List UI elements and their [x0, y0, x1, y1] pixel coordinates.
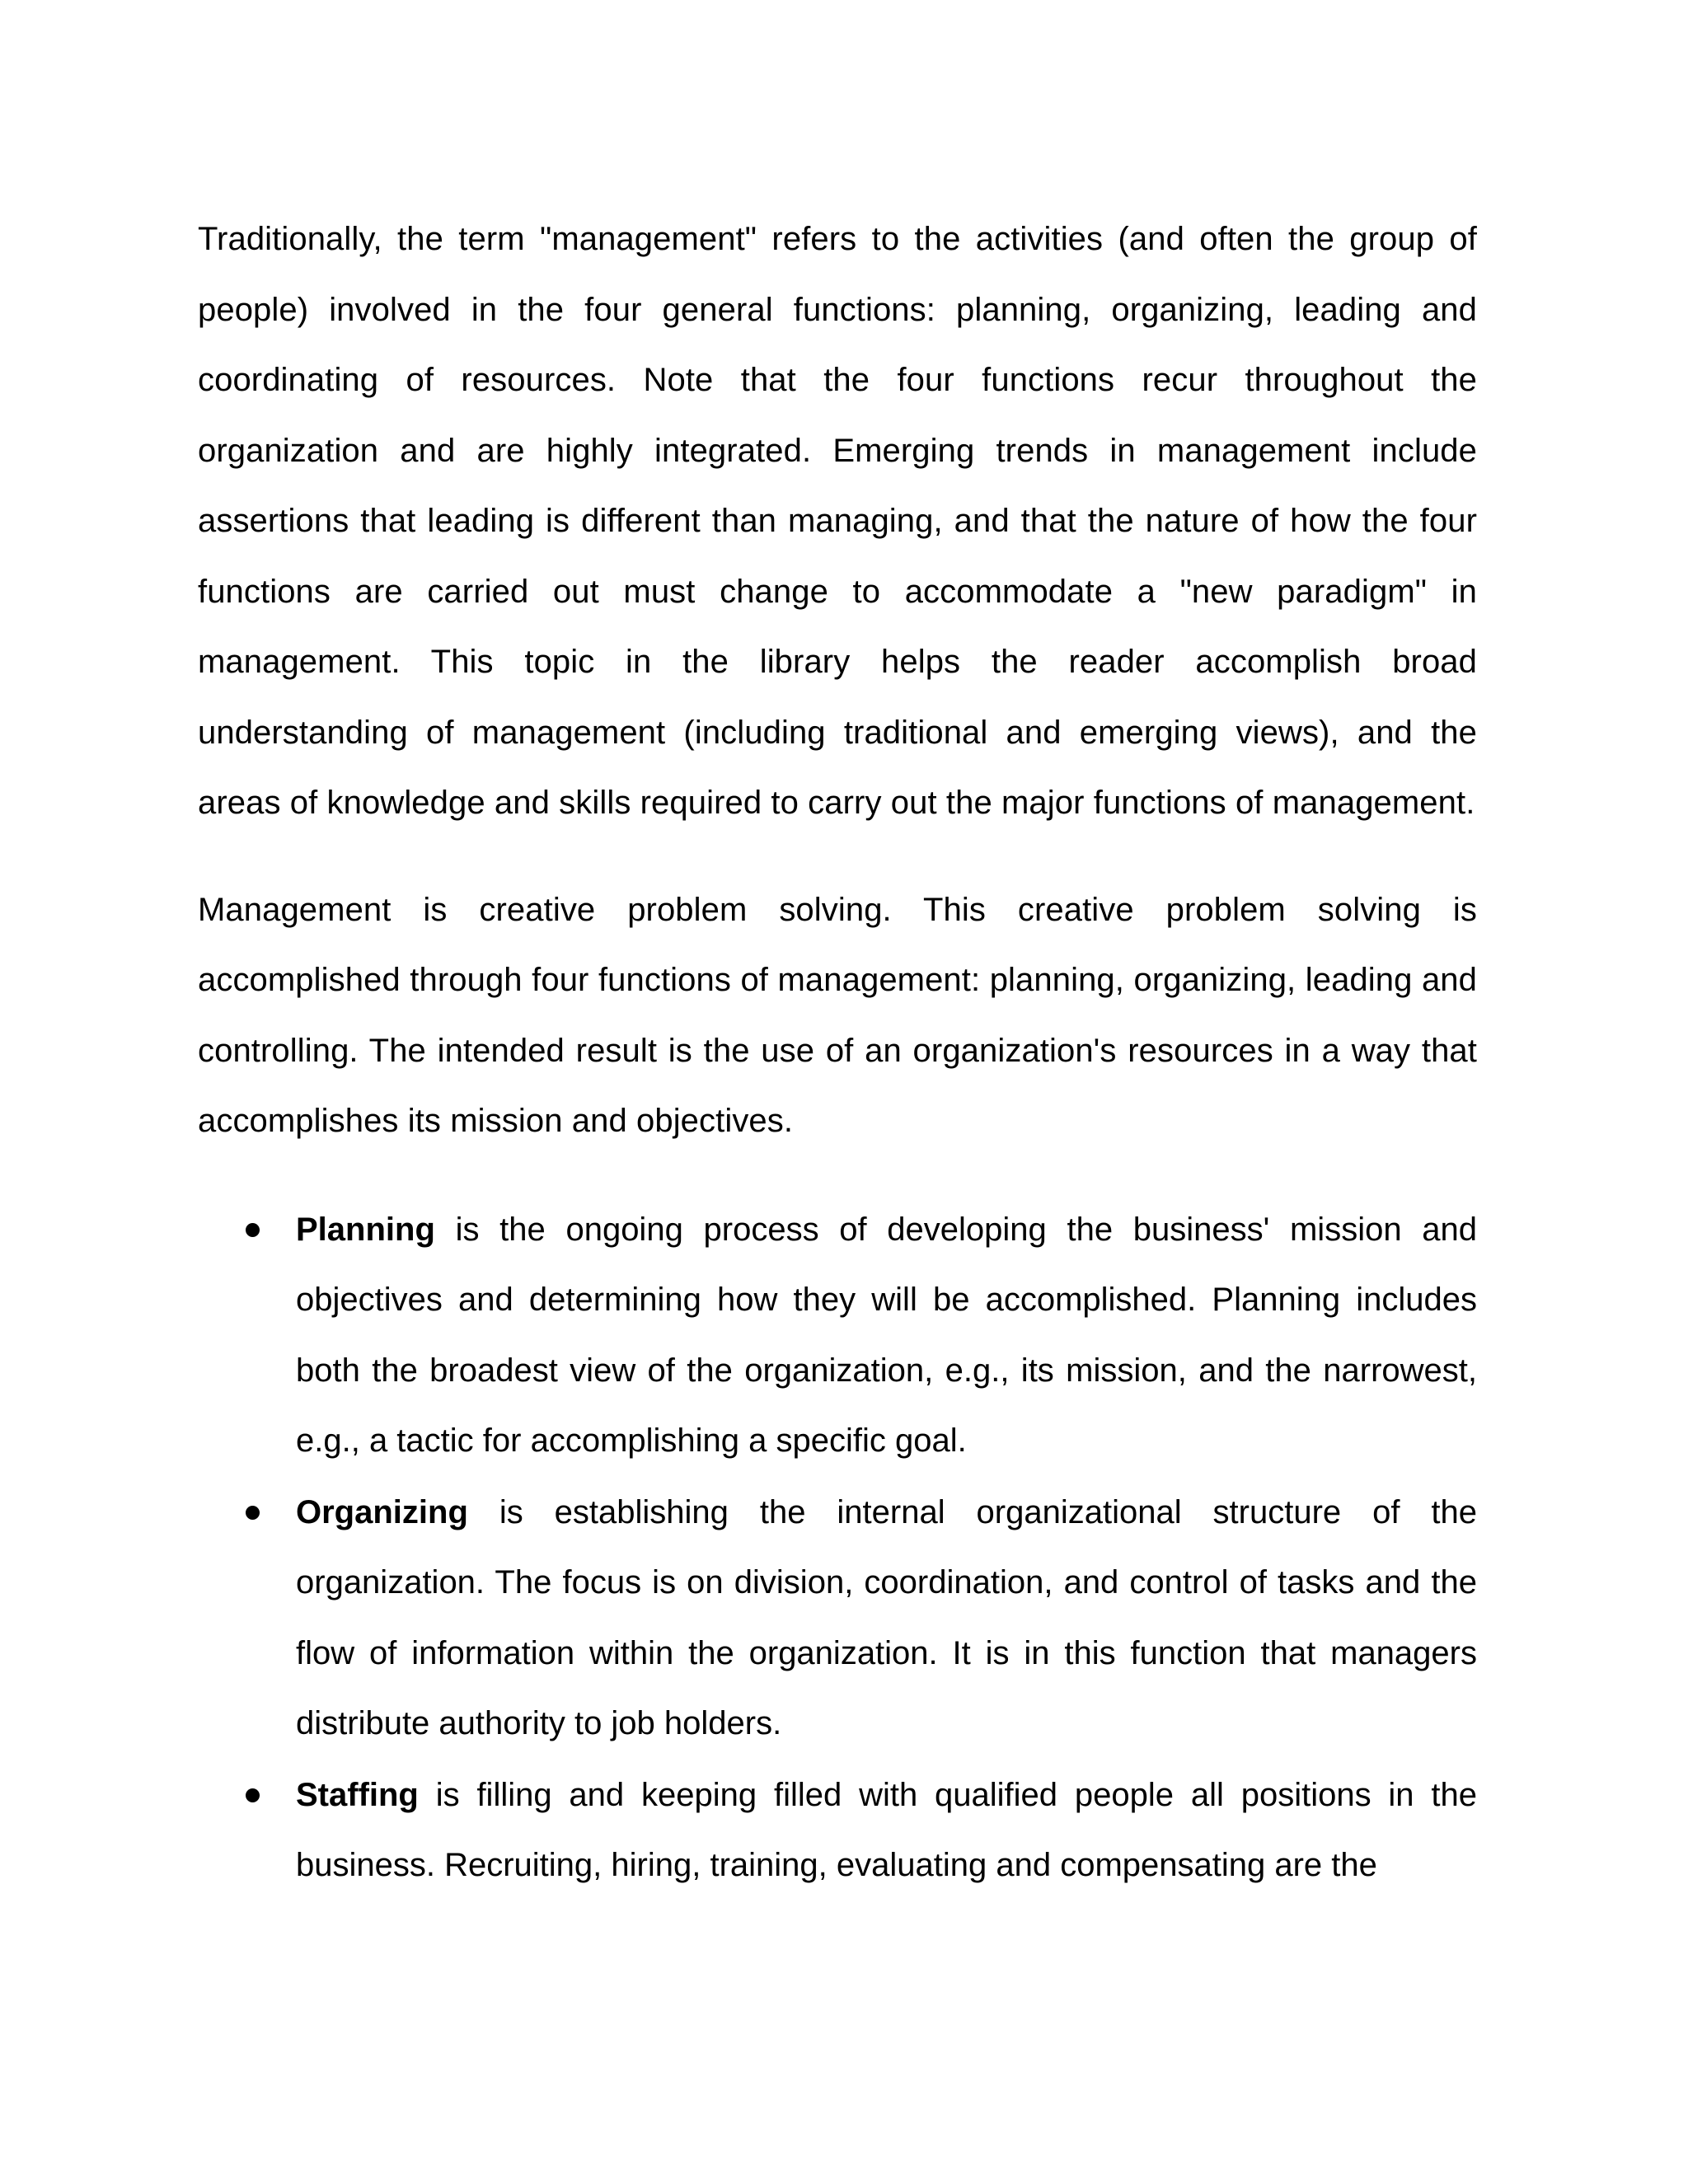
- term-organizing: Organizing: [296, 1493, 468, 1530]
- definition-staffing: is filling and keeping filled with qualified people all positions in the business. Recruiting, hiring, training, evaluating and compensating are the: [296, 1776, 1477, 1883]
- functions-list: [198, 1195, 1477, 1901]
- term-staffing: Staffing: [296, 1776, 419, 1813]
- term-planning: Planning: [296, 1211, 435, 1248]
- document-page: [198, 204, 1477, 1902]
- list-item-planning: [198, 1195, 1477, 1477]
- bullet-icon: [246, 1223, 260, 1237]
- definition-planning: is the ongoing process of developing the business' mission and objectives and determining how they will be accomplished. Planning includes both the broadest view of the organization, e.g., its mission, and the narrowest, e.g., a tactic for accomplishing a specific goal.: [296, 1211, 1477, 1459]
- bullet-icon: [246, 1788, 260, 1802]
- definition-paragraph: Management is creative problem solving. This creative problem solving is accomplished through four functions of management: planning, organizing, leading and controlling. The intended result is the use of an organization's resources in a way that accomplishes its mission and objectives.: [198, 891, 1477, 1139]
- list-item-staffing: [198, 1760, 1477, 1901]
- list-item-organizing: [198, 1478, 1477, 1760]
- bullet-icon: [246, 1506, 260, 1520]
- intro-paragraph: Traditionally, the term "management" refers to the activities (and often the group of people) involved in the four general functions: planning, organizing, leading and coordinating of resources. Note that the four functions recur throughout the organization and are highly integrated. Emerging trends in management include assertions that leading is different than managing, and that the nature of how the four functions are carried out must change to accommodate a "new paradigm" in management. This topic in the library helps the reader accomplish broad understanding of management (including traditional and emerging views), and the areas of knowledge and skills required to carry out the major functions of management.: [198, 221, 1477, 821]
- definition-organizing: is establishing the internal organizational structure of the organization. The focus is on division, coordination, and control of tasks and the flow of information within the organization. It is in this function that managers distribute authority to job holders.: [296, 1493, 1477, 1741]
